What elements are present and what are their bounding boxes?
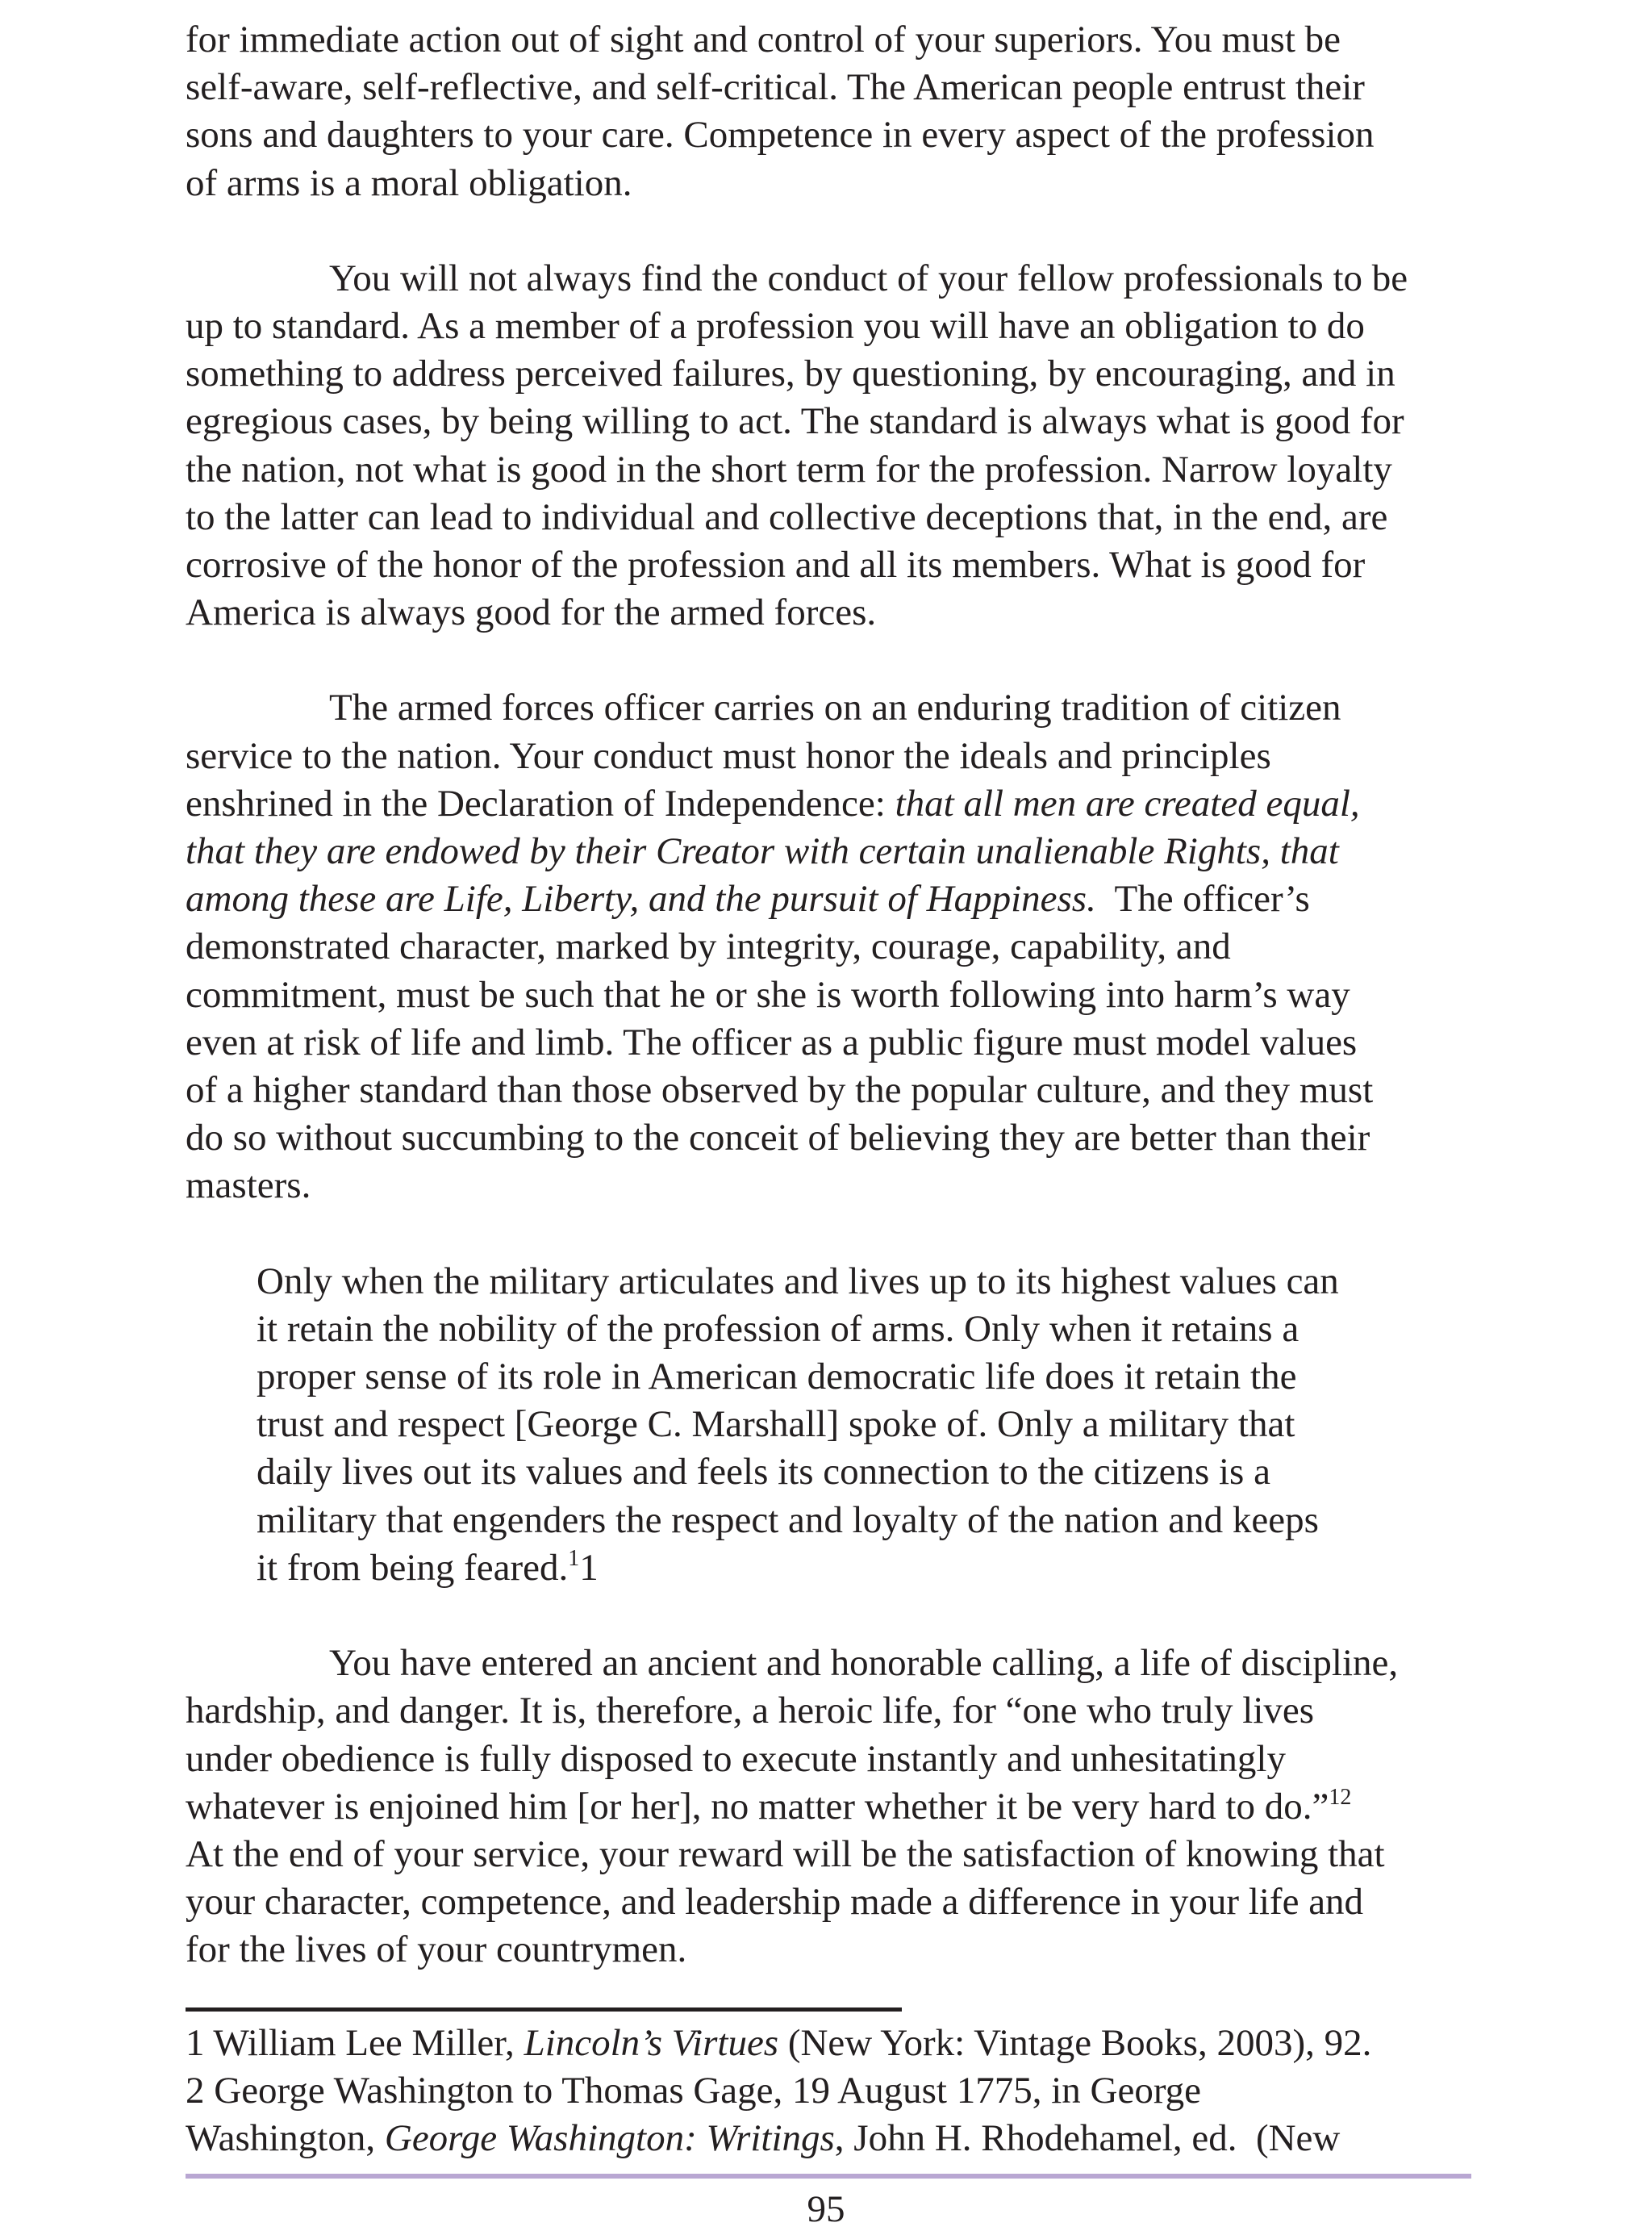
text-line: hardship, and danger. It is, therefore, a heroic life, for “one who truly lives bbox=[186, 1690, 1315, 1732]
text-line: even at risk of life and limb. The officer as a public figure must model values bbox=[186, 1021, 1358, 1063]
text-line: do so without succumbing to the conceit of believing they are better than their bbox=[186, 1117, 1370, 1159]
text-line: America is always good for the armed forces. bbox=[186, 591, 877, 634]
text-line: under obedience is fully disposed to execute instantly and unhesitatingly bbox=[186, 1737, 1286, 1780]
text-line bbox=[186, 780, 1476, 828]
text-line bbox=[186, 828, 1476, 875]
footnote-2: 2 George Washington to Thomas Gage, 19 August 1775, in George bbox=[186, 2070, 1201, 2112]
paragraph-professional-conduct bbox=[186, 255, 1476, 637]
text-line: egregious cases, by being willing to act. The standard is always what is good for bbox=[186, 400, 1404, 443]
text-line: masters. bbox=[186, 1164, 311, 1207]
paragraph-gap bbox=[186, 637, 1476, 684]
paragraph-honorable-calling bbox=[186, 1640, 1476, 1974]
text-segment: whatever is enjoined him [or her], no matter whether it be very hard to do.” bbox=[186, 1785, 1329, 1828]
text-segment: The officer’s bbox=[1095, 878, 1310, 921]
text-line bbox=[257, 1544, 1476, 1592]
text-line: trust and respect [George C. Marshall] spoke of. Only a military that bbox=[257, 1403, 1295, 1446]
paragraph-continuation bbox=[186, 16, 1476, 207]
text-line: You will not always find the conduct of your fellow professionals to be bbox=[329, 257, 1408, 299]
text-line bbox=[186, 875, 1476, 923]
paragraph-gap bbox=[186, 207, 1476, 255]
text-line: of a higher standard than those observed by the popular culture, and they must bbox=[186, 1069, 1374, 1112]
text-line bbox=[186, 1783, 1476, 1831]
footnote-reference: 12 bbox=[1329, 1784, 1352, 1810]
text-line: corrosive of the honor of the profession and all its members. What is good for bbox=[186, 544, 1366, 587]
text-line: You have entered an ancient and honorable calling, a life of discipline, bbox=[329, 1642, 1399, 1685]
text-segment: Washington, bbox=[186, 2117, 385, 2160]
text-line: of arms is a moral obligation. bbox=[186, 161, 632, 204]
footer-rule bbox=[186, 2174, 1471, 2179]
declaration-quote: among these are Life, Liberty, and the pursuit of Happiness. bbox=[186, 878, 1096, 921]
footnotes bbox=[186, 2020, 1476, 2163]
declaration-quote: that all men are created equal, bbox=[895, 782, 1360, 825]
text-segment: it from being feared. bbox=[257, 1546, 569, 1589]
text-line: The armed forces officer carries on an enduring tradition of citizen bbox=[329, 687, 1341, 729]
page-number: 95 bbox=[807, 2188, 845, 2230]
paragraph-citizen-service bbox=[186, 684, 1476, 1210]
text-line: your character, competence, and leadership made a difference in your life and bbox=[186, 1881, 1364, 1924]
paragraph-gap bbox=[186, 1592, 1476, 1640]
text-segment: (New York: Vintage Books, 2003), 92. bbox=[778, 2022, 1372, 2064]
book-title: George Washington: Writings bbox=[384, 2117, 835, 2160]
text-line: demonstrated character, marked by integrity, courage, capability, and bbox=[186, 925, 1231, 968]
text-line: commitment, must be such that he or she is worth following into harm’s way bbox=[186, 973, 1350, 1016]
footnote-reference: 1 bbox=[568, 1545, 580, 1571]
text-segment: 1 William Lee Miller, bbox=[186, 2022, 524, 2064]
text-line: At the end of your service, your reward will be the satisfaction of knowing that bbox=[186, 1832, 1385, 1875]
footnote-1 bbox=[186, 2020, 1476, 2067]
text-line: up to standard. As a member of a profession you will have an obligation to do bbox=[186, 305, 1365, 348]
declaration-quote: that they are endowed by their Creator with certain unalienable Rights, that bbox=[186, 830, 1339, 873]
block-quote bbox=[186, 1258, 1476, 1592]
footnote-separator bbox=[186, 2007, 902, 2012]
text-line: daily lives out its values and feels its connection to the citizens is a bbox=[257, 1451, 1270, 1494]
text-line: service to the nation. Your conduct must honor the ideals and principles bbox=[186, 734, 1271, 777]
text-line: it retain the nobility of the profession of arms. Only when it retains a bbox=[257, 1307, 1299, 1350]
text-line: self-aware, self-reflective, and self-critical. The American people entrust their bbox=[186, 66, 1365, 109]
paragraph-gap bbox=[186, 1210, 1476, 1258]
text-line: to the latter can lead to individual and collective deceptions that, in the end, are bbox=[186, 495, 1388, 538]
text-line: for the lives of your countrymen. bbox=[186, 1928, 687, 1971]
text-line: for immediate action out of sight and control of your superiors. You must be bbox=[186, 19, 1341, 61]
text-line: Only when the military articulates and lives up to its highest values can bbox=[257, 1260, 1339, 1302]
text-line: the nation, not what is good in the short term for the profession. Narrow loyalty bbox=[186, 448, 1392, 491]
text-segment: 1 bbox=[579, 1546, 599, 1589]
page-body bbox=[186, 16, 1476, 1974]
text-line: something to address perceived failures, by questioning, by encouraging, and in bbox=[186, 353, 1395, 395]
text-line: proper sense of its role in American democratic life does it retain the bbox=[257, 1356, 1297, 1398]
text-segment: , John H. Rhodehamel, ed. (New bbox=[834, 2117, 1341, 2160]
text-line: military that engenders the respect and loyalty of the nation and keeps bbox=[257, 1498, 1319, 1541]
footnote-2-continued bbox=[186, 2115, 1476, 2162]
book-title: Lincoln’s Virtues bbox=[524, 2022, 779, 2064]
text-segment: enshrined in the Declaration of Independence: bbox=[186, 782, 895, 825]
text-line: sons and daughters to your care. Competence in every aspect of the profession bbox=[186, 114, 1375, 157]
